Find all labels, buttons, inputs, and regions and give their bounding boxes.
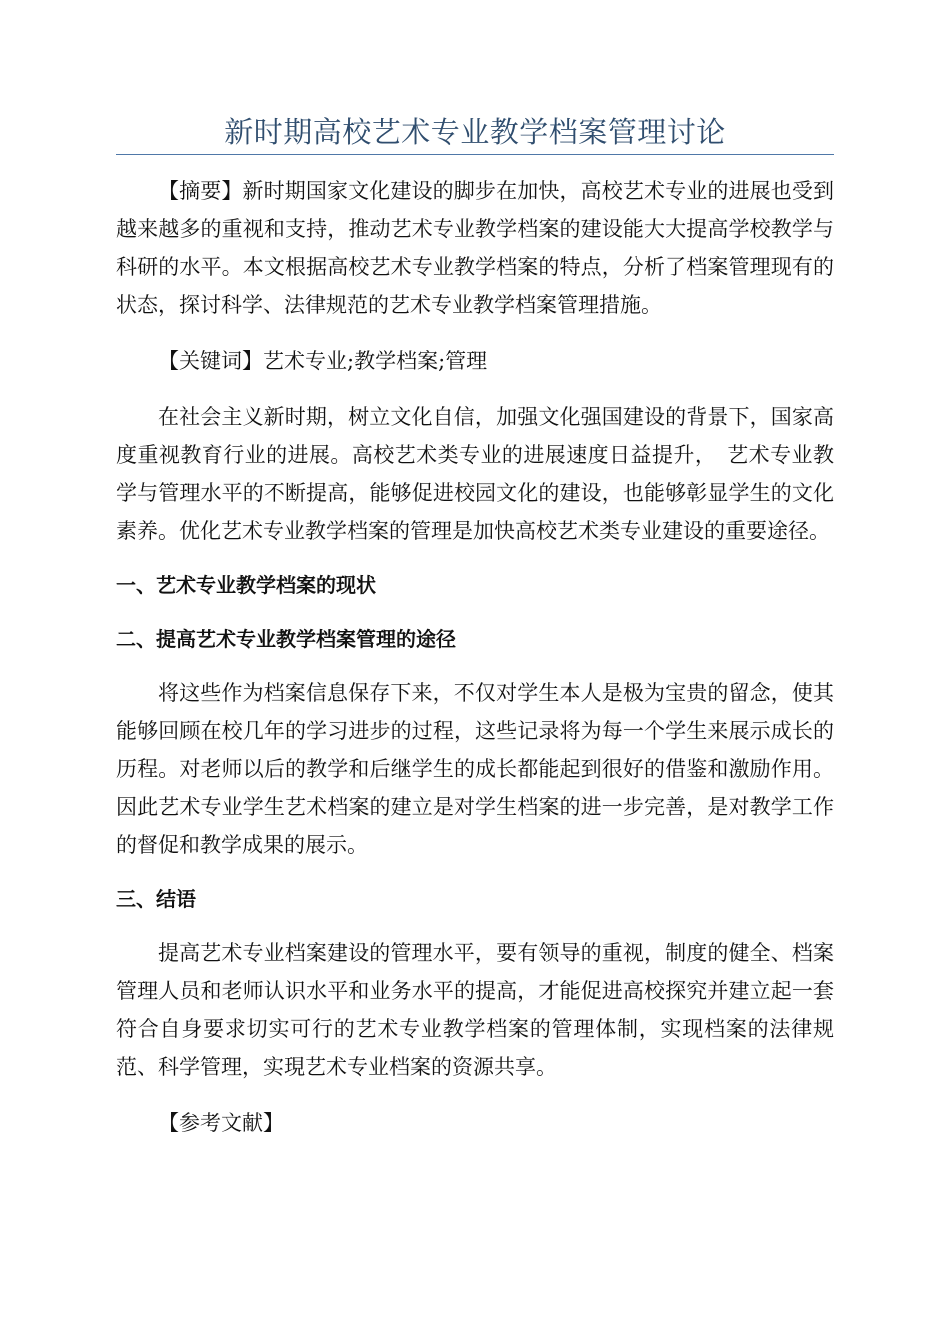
section-heading-3: 三、结语 — [116, 887, 196, 911]
intro-paragraph: 在社会主义新时期，树立文化自信，加强文化强国建设的背景下，国家高度重视教育行业的进展。高校艺术类专业的进展速度日益提升， 艺术专业教学与管理水平的不断提高，能够促进校园文化的建设，也能够彰显学生的文化素养。优化艺术专业教学档案的管理是加快高校艺术类专业建设的重要途径。 — [116, 405, 834, 543]
title-underline — [116, 154, 834, 155]
keywords-paragraph: 【关键词】艺术专业;教学档案;管理 — [158, 349, 488, 373]
section-heading-2: 二、提高艺术专业教学档案管理的途径 — [116, 627, 456, 651]
abstract-paragraph: 【摘要】新时期国家文化建设的脚步在加快，高校艺术专业的进展也受到越来越多的重视和支持，推动艺术专业教学档案的建设能大大提高学校教学与科研的水平。本文根据高校艺术专业教学档案的特点，分析了档案管理现有的状态，探讨科学、法律规范的艺术专业教学档案管理措施。 — [116, 179, 834, 317]
section2-paragraph: 将这些作为档案信息保存下来，不仅对学生本人是极为宝贵的留念，使其能够回顾在校几年的学习进步的过程，这些记录将为每一个学生来展示成长的历程。对老师以后的教学和后继学生的成长都能起到很好的借鉴和激励作用。因此艺术专业学生艺术档案的建立是对学生档案的进一步完善，是对教学工作的督促和教学成果的展示。 — [116, 681, 834, 857]
page-title: 新时期高校艺术专业教学档案管理讨论 — [224, 115, 726, 149]
references-heading: 【参考文献】 — [158, 1111, 284, 1135]
section3-paragraph: 提高艺术专业档案建设的管理水平，要有领导的重视，制度的健全、档案管理人员和老师认识水平和业务水平的提高，才能促进高校探究并建立起一套符合自身要求切实可行的艺术专业教学档案的管理体制，实现档案的法律规范、科学管理，实現艺术专业档案的资源共享。 — [116, 941, 834, 1079]
section-heading-1: 一、艺术专业教学档案的现状 — [116, 573, 376, 597]
document-body — [116, 172, 834, 1142]
